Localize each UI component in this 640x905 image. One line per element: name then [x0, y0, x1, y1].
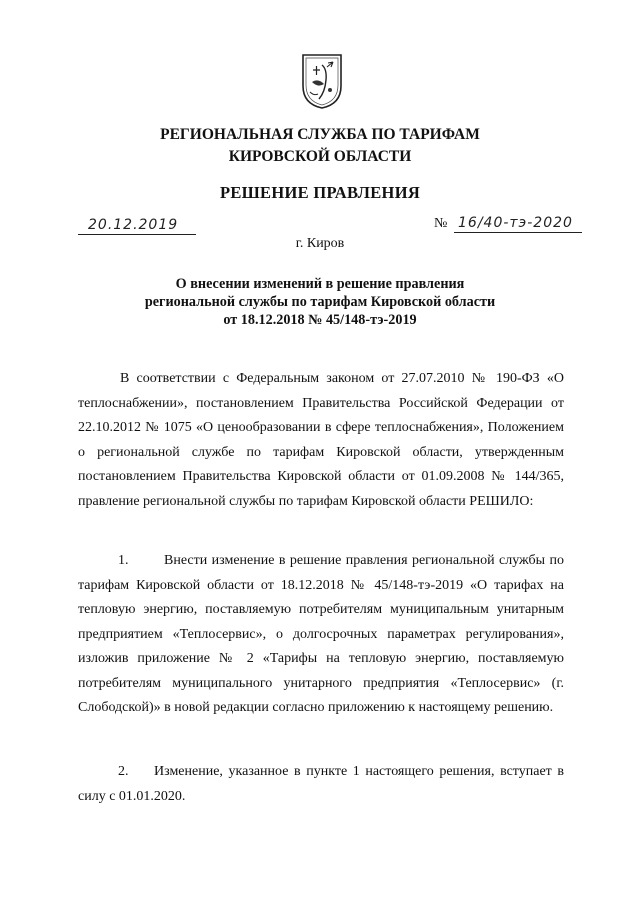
item-1-text: Внести изменение в решение правления региональной службы по тарифам Кировской области от 18.12.2018 № 45/148-тэ-2019 «О тарифах на тепловую энергию, поставляемую потребителям муниципальным унитарным предприятием «Теплосервис», о долгосрочных параметрах регулирования», изложив приложение № 2 «Тарифы на тепловую энергию, поставляемую потребителям муниципального унитарного предприятия «Теплосервис» (г. Слободской)» в новой редакции согласно приложению к настоящему решению. [78, 553, 564, 715]
preamble-paragraph: В соответствии с Федеральным законом от 27.07.2010 № 190-ФЗ «О теплоснабжении», постановлением Правительства Российской Федерации от 22.10.2012 № 1075 «О ценообразовании в сфере теплоснабжения», Положением о региональной службе по тарифам Кировской области, утвержденным постановлением Правительства Кировской области от 01.09.2008 № 144/365, правление региональной службы по тарифам Кировской области РЕШИЛО: [78, 371, 564, 509]
coat-of-arms-icon [300, 52, 344, 110]
subject-line3: от 18.12.2018 № 45/148-тэ-2019 [223, 312, 417, 328]
document-number-field [434, 214, 584, 234]
number-underline [454, 214, 582, 233]
document-type-title: РЕШЕНИЕ ПРАВЛЕНИЯ [219, 183, 421, 202]
organization-name-line2: КИРОВСКОЙ ОБЛАСТИ [228, 148, 412, 165]
number-sign: № [434, 216, 448, 231]
subject-heading [0, 275, 640, 329]
date-field [78, 216, 196, 235]
item-1-paragraph [78, 549, 564, 721]
subject-line2: региональной службы по тарифам Кировской области [144, 294, 496, 310]
item-2-number: 2. [118, 764, 129, 779]
item-1-number: 1. [118, 553, 129, 568]
item-2-paragraph [78, 760, 564, 809]
handwritten-number: 16/40-тэ-2020 [458, 215, 573, 231]
handwritten-date: 20.12.2019 [88, 217, 179, 233]
item-2-text: Изменение, указанное в пункте 1 настоящего решения, вступает в силу с 01.01.2020. [78, 764, 564, 804]
city-label: г. Киров [295, 236, 345, 251]
organization-name-line1: РЕГИОНАЛЬНАЯ СЛУЖБА ПО ТАРИФАМ [160, 126, 480, 143]
subject-line1: О внесении изменений в решение правления [175, 276, 465, 292]
